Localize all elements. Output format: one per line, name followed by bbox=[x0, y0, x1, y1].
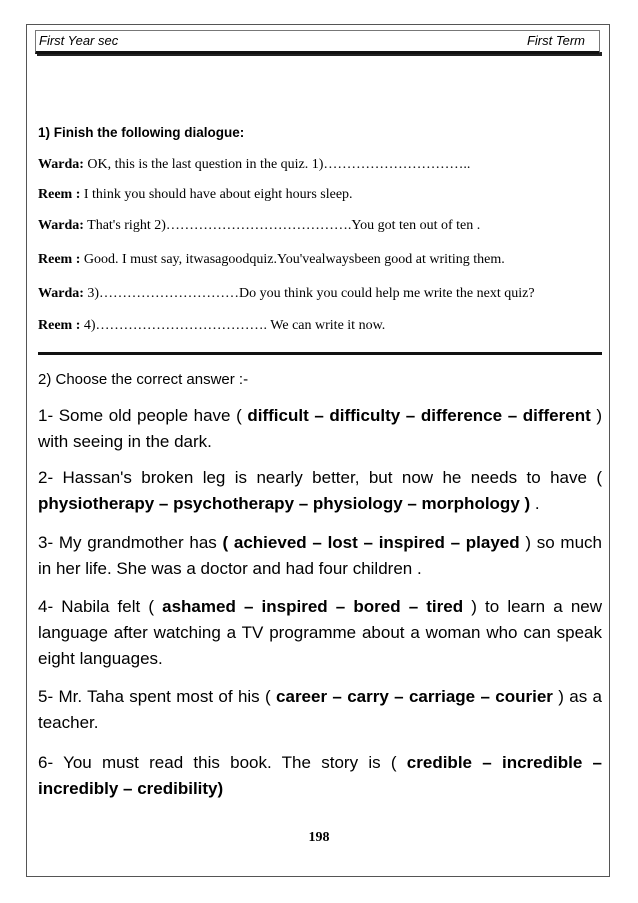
speaker: Reem : bbox=[38, 318, 81, 333]
line-text: I think you should have about eight hours sleep. bbox=[80, 187, 353, 202]
header-right: First Term bbox=[526, 33, 585, 48]
line-text: 4)………………………………. We can write it now. bbox=[80, 318, 386, 333]
question-options: physiotherapy – psychotherapy – physiology – morphology ) bbox=[38, 494, 531, 513]
question-options: difficult – difficulty – difference – different bbox=[247, 406, 591, 425]
dialogue-line bbox=[38, 252, 602, 268]
line-text: OK, this is the last question in the quiz. 1)………………………….. bbox=[83, 157, 471, 172]
question-options: credible – incredible – incredibly – credibility) bbox=[38, 753, 602, 798]
section2-title: 2) Choose the correct answer :- bbox=[38, 371, 249, 388]
section-divider bbox=[38, 352, 602, 355]
question-item bbox=[38, 465, 602, 517]
question-stem: 1- Some old people have ( bbox=[38, 406, 248, 425]
page-header bbox=[35, 30, 600, 54]
question-stem: 3- My grandmother has bbox=[38, 533, 223, 552]
question-stem: 6- You must read this book. The story is ( bbox=[38, 753, 407, 772]
dialogue-line bbox=[38, 218, 602, 234]
question-item bbox=[38, 750, 602, 802]
dialogue-line bbox=[38, 318, 602, 334]
header-left: First Year sec bbox=[39, 33, 119, 48]
speaker: Reem : bbox=[38, 252, 81, 267]
line-text: That's right 2)………………………………….You got ten out of ten . bbox=[83, 218, 481, 233]
question-options: career – carry – carriage – courier bbox=[276, 687, 553, 706]
question-tail: ) as a teacher. bbox=[38, 687, 603, 732]
question-item bbox=[38, 403, 602, 455]
speaker: Reem : bbox=[38, 187, 81, 202]
line-text: 3)…………………………Do you think you could help me write the next quiz? bbox=[83, 286, 535, 301]
question-options: ( achieved – lost – inspired – played bbox=[222, 533, 520, 552]
question-item bbox=[38, 684, 602, 736]
section1-title: 1) Finish the following dialogue: bbox=[38, 125, 245, 140]
question-item bbox=[38, 594, 602, 672]
question-stem: 2- Hassan's broken leg is nearly better, but now he needs to have ( bbox=[38, 468, 602, 487]
question-options: ashamed – inspired – bored – tired bbox=[162, 597, 464, 616]
speaker: Warda: bbox=[38, 286, 84, 301]
question-tail: ) to learn a new language after watching a TV programme about a woman who can speak eight languages. bbox=[38, 597, 603, 668]
question-item bbox=[38, 530, 602, 582]
question-tail: ) so much in her life. She was a doctor and had four children . bbox=[38, 533, 602, 578]
question-tail: . bbox=[530, 494, 540, 513]
speaker: Warda: bbox=[38, 218, 84, 233]
question-tail: ) with seeing in the dark. bbox=[38, 406, 603, 451]
dialogue-line bbox=[38, 286, 602, 302]
dialogue-line bbox=[38, 157, 602, 173]
question-stem: 4- Nabila felt ( bbox=[38, 597, 163, 616]
question-stem: 5- Mr. Taha spent most of his ( bbox=[38, 687, 277, 706]
line-text: Good. I must say, itwasagoodquiz.You'vealwaysbeen good at writing them. bbox=[80, 252, 505, 267]
page-number: 198 bbox=[308, 830, 330, 845]
dialogue-line bbox=[38, 187, 602, 203]
speaker: Warda: bbox=[38, 157, 84, 172]
